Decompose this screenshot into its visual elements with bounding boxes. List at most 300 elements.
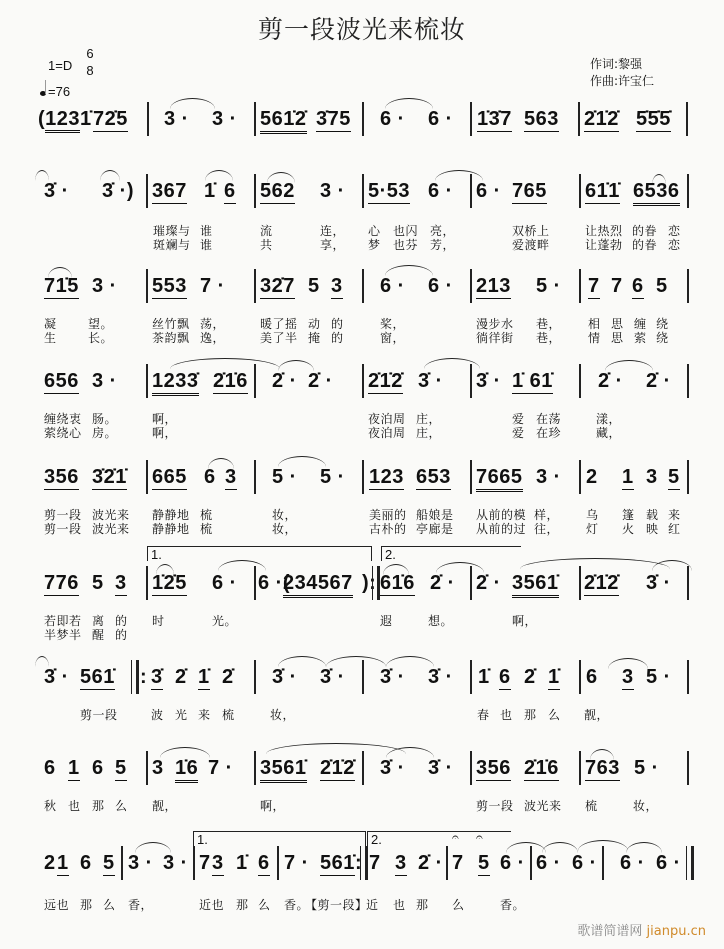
lyric: 藏， xyxy=(596,426,622,440)
lyric: 凝 xyxy=(44,317,57,331)
note: 6 xyxy=(44,757,56,779)
note-group: 356 xyxy=(44,466,79,488)
note-group: 1̇3̇7 xyxy=(477,108,512,130)
quarter-note-icon xyxy=(40,91,46,96)
note: 6 xyxy=(80,852,92,874)
note: 5 xyxy=(478,852,490,874)
lyric: 么 xyxy=(452,898,465,912)
lyric: 亭廊是 xyxy=(416,522,454,536)
note-group: 72̇5 xyxy=(93,108,128,130)
barline xyxy=(254,269,256,303)
barline xyxy=(254,751,256,785)
note: 3̇ · xyxy=(646,572,671,594)
note-group: 6536 xyxy=(633,180,680,206)
lyric: 往， xyxy=(534,522,560,536)
lyric: 船娘是 xyxy=(416,508,454,522)
note-group: 3561̇ xyxy=(512,572,559,598)
note: 2̇ · xyxy=(418,852,443,874)
lyric: 也 xyxy=(500,708,513,722)
lyric: 那 xyxy=(80,898,93,912)
lyric: 古朴的 xyxy=(369,522,407,536)
watermark-cn: 歌谱简谱网 xyxy=(577,924,643,939)
lyric: 谁 xyxy=(200,238,213,252)
lyric: 思 xyxy=(611,331,624,345)
lyric: 剪一段 xyxy=(80,708,118,722)
note: 3 · xyxy=(536,466,561,488)
note: 3̇ · xyxy=(44,180,69,202)
lyric: 近也 xyxy=(199,898,225,912)
lyric: 荡， xyxy=(200,317,226,331)
lyric: 【剪一段】 xyxy=(305,898,368,912)
note: 2̇ · xyxy=(430,572,455,594)
lyric: 时 xyxy=(152,614,165,628)
lyric: 剪一段 xyxy=(476,799,514,813)
barline xyxy=(687,660,689,694)
lyric: 让蓬勃 xyxy=(585,238,623,252)
lyric: 享， xyxy=(320,238,346,252)
note: 3 xyxy=(152,757,164,779)
lyric: 萦 xyxy=(634,331,647,345)
final-barline xyxy=(686,846,694,880)
barline xyxy=(687,174,689,208)
lyric: 美了半 xyxy=(260,331,298,345)
lyric: 光 xyxy=(175,708,188,722)
note: 2̇ · xyxy=(476,572,501,594)
note: 6 xyxy=(499,666,511,688)
note: 1̇ xyxy=(198,666,210,688)
note-group: 367 xyxy=(152,180,187,202)
note: 3 xyxy=(395,852,407,874)
note-group: (1231̇ xyxy=(38,108,92,131)
repeat-barline xyxy=(360,846,368,880)
lyric: 斑斓与 xyxy=(153,238,191,252)
note: 3 · xyxy=(128,852,153,874)
volta-2 xyxy=(367,831,511,846)
lyric: 静静地 xyxy=(152,522,190,536)
lyric: 香， xyxy=(128,898,154,912)
volta-label: 1. xyxy=(151,547,162,562)
note: 6 · xyxy=(380,275,405,297)
barline xyxy=(579,364,581,398)
note: 2 xyxy=(44,852,56,874)
note-group: 213 xyxy=(476,275,511,297)
barline xyxy=(193,846,195,880)
note-group: 1̇ 61̇ xyxy=(512,370,553,392)
note: 1 xyxy=(622,466,634,488)
lyric: 靓， xyxy=(152,799,178,813)
note: 1 xyxy=(57,852,69,874)
barline xyxy=(687,269,689,303)
note: 3̇ · xyxy=(418,370,443,392)
note: 3 xyxy=(225,466,237,488)
note: 3̇ · xyxy=(320,666,345,688)
lyric: 样， xyxy=(534,508,560,522)
lyric: 的 xyxy=(115,614,128,628)
note: 5 · xyxy=(272,466,297,488)
lyric: 半梦半 xyxy=(44,628,82,642)
lyric: 来 xyxy=(198,708,211,722)
lyric: 恋 xyxy=(668,238,681,252)
note: 3̇ · xyxy=(428,757,453,779)
lyric: 共 xyxy=(260,238,273,252)
note: 7 xyxy=(588,275,600,297)
volta-label: 2. xyxy=(385,547,396,562)
lyric: 茶韵飘 xyxy=(152,331,190,345)
note-group: 2̇1̇6 xyxy=(524,757,559,779)
lyric: 啊， xyxy=(152,412,178,426)
lyric: 离 xyxy=(92,614,105,628)
note-group: 3561̇ xyxy=(260,757,307,783)
barline xyxy=(362,102,364,136)
lyric: 窗， xyxy=(380,331,406,345)
lyric: 也 xyxy=(68,799,81,813)
lyricist: 作词:黎强 xyxy=(590,57,643,71)
tie xyxy=(520,558,670,569)
lyric: 妆， xyxy=(272,508,298,522)
barline xyxy=(254,174,256,208)
repeat-end: ): xyxy=(362,572,377,594)
lyric: 妆， xyxy=(633,799,659,813)
repeat-barline xyxy=(372,566,380,600)
note-group: 562 xyxy=(260,180,295,202)
barline xyxy=(254,102,256,136)
note-group: 61̇1̇ xyxy=(585,180,620,202)
lyric: 的 xyxy=(331,331,344,345)
lyric: 梳 xyxy=(200,508,213,522)
barline xyxy=(146,364,148,398)
lyric: 让热烈 xyxy=(585,224,623,238)
lyric: 萦绕心 xyxy=(44,426,82,440)
lyric: 夜泊周 xyxy=(368,426,406,440)
note: 1̇ xyxy=(236,852,248,874)
note-group: 3̇75 xyxy=(316,108,351,130)
lyric: 秋 xyxy=(44,799,57,813)
lyric: 火 xyxy=(622,522,635,536)
tie xyxy=(652,560,692,571)
note-group: 32̇7 xyxy=(260,275,295,297)
note: 3̇ · xyxy=(380,757,405,779)
lyric: 恋 xyxy=(668,224,681,238)
note: 5 xyxy=(308,275,320,297)
note: 7 xyxy=(452,852,464,874)
lyric: 若即若 xyxy=(44,614,82,628)
lyric: 绕 xyxy=(656,317,669,331)
barline xyxy=(254,566,256,600)
repeat-start: : xyxy=(140,666,148,688)
tie xyxy=(170,358,280,369)
note-group: 563 xyxy=(524,108,559,130)
note: 3 xyxy=(331,275,343,297)
lyric: 香。 xyxy=(500,898,526,912)
lyric: 载 xyxy=(646,508,659,522)
barline xyxy=(470,174,472,208)
barline xyxy=(687,566,689,600)
note-group: 1̇2̇5 xyxy=(152,572,187,594)
lyric: 芳， xyxy=(430,238,456,252)
lyric: 在珍 xyxy=(536,426,562,440)
lyric: 乌 xyxy=(586,508,599,522)
note: 5 xyxy=(92,572,104,594)
lyric: 爱 xyxy=(512,412,525,426)
note: 6 xyxy=(224,180,236,202)
note: 1̇ xyxy=(204,180,216,202)
lyric: 流 xyxy=(260,224,273,238)
fermata-icon: 𝄐 xyxy=(452,830,460,844)
lyric: 近 xyxy=(366,898,379,912)
note: 3̇ · xyxy=(380,666,405,688)
note: 2̇ xyxy=(222,666,234,688)
lyric: 庄， xyxy=(416,426,442,440)
tempo-value: =76 xyxy=(48,84,71,99)
barline xyxy=(147,102,149,136)
key-signature: 1=D xyxy=(48,58,73,73)
lyric: 漫步水 xyxy=(476,317,514,331)
note: 2̇ · xyxy=(598,370,623,392)
lyric: 么 xyxy=(103,898,116,912)
barline xyxy=(470,102,472,136)
volta-label: 1. xyxy=(197,832,208,847)
note: 6 · xyxy=(476,180,501,202)
barline xyxy=(121,846,123,880)
lyric: 庄， xyxy=(416,412,442,426)
note: 1̇ xyxy=(478,666,490,688)
lyric: 的 xyxy=(331,317,344,331)
note: 6 ·( xyxy=(258,572,290,594)
note: 3 · xyxy=(92,275,117,297)
note-group: 653 xyxy=(416,466,451,488)
barline xyxy=(146,460,148,494)
barline xyxy=(579,566,581,600)
lyric: 梳 xyxy=(585,799,598,813)
lyric: 光。 xyxy=(212,614,238,628)
note: 3 xyxy=(115,572,127,594)
lyric: 逸， xyxy=(200,331,226,345)
lyric: 的眷 xyxy=(632,238,658,252)
note: 5 · xyxy=(536,275,561,297)
barline xyxy=(579,460,581,494)
barline xyxy=(470,364,472,398)
barline xyxy=(277,846,279,880)
lyric: 篷 xyxy=(622,508,635,522)
lyric: 妆， xyxy=(270,708,296,722)
note: 2̇ xyxy=(524,666,536,688)
note: 6 · xyxy=(428,180,453,202)
composer: 作曲:许宝仁 xyxy=(590,74,655,88)
lyric: 动 xyxy=(308,317,321,331)
note-group: 765 xyxy=(512,180,547,202)
note-group: 561̇2̇ xyxy=(260,108,307,134)
note-group: 2̇1̇2̇ xyxy=(368,370,403,392)
note: 5 xyxy=(103,852,115,874)
note: 3 · xyxy=(163,852,188,874)
note: 3 · xyxy=(320,180,345,202)
note: 3 xyxy=(622,666,634,688)
lyric: 那 xyxy=(416,898,429,912)
lyric: 春 xyxy=(477,708,490,722)
note-group: 61̇6 xyxy=(380,572,415,594)
note-group: 2̇1̇2̇ xyxy=(584,572,619,594)
lyric: 肠。 xyxy=(92,412,118,426)
lyric: 美丽的 xyxy=(369,508,407,522)
lyric: 长。 xyxy=(88,331,114,345)
note-group: 5·53 xyxy=(368,180,411,202)
barline xyxy=(362,751,364,785)
note-group: 2̇1̇2̇ xyxy=(320,757,355,779)
note: 6 xyxy=(204,466,216,488)
lyric: 梳 xyxy=(200,522,213,536)
lyric: 波光来 xyxy=(92,508,130,522)
lyric: 思 xyxy=(611,317,624,331)
note: 7 xyxy=(199,852,211,874)
barline xyxy=(146,566,148,600)
lyric: 徜徉街 xyxy=(476,331,514,345)
note: 7 xyxy=(611,275,623,297)
note: 6 · xyxy=(536,852,561,874)
note: 7 · xyxy=(208,757,233,779)
lyric: 醒 xyxy=(92,628,105,642)
note: 6 · xyxy=(428,275,453,297)
note: 3̇ ·) xyxy=(102,180,134,202)
lyric: 亮， xyxy=(430,224,456,238)
lyric: 绕 xyxy=(656,331,669,345)
note-group: 561̇ xyxy=(320,852,355,874)
barline xyxy=(362,660,364,694)
lyric: 巷， xyxy=(536,317,562,331)
lyric: 红 xyxy=(668,522,681,536)
note: 2̇ · xyxy=(272,370,297,392)
barline xyxy=(362,174,364,208)
note: 6 · xyxy=(572,852,597,874)
barline xyxy=(687,751,689,785)
lyric: 谁 xyxy=(200,224,213,238)
note-group: 763 xyxy=(585,757,620,779)
lyric: 缠 xyxy=(634,317,647,331)
lyric: 房。 xyxy=(92,426,118,440)
note: 3̇ xyxy=(151,666,163,688)
note-group: 3̇2̇1̇ xyxy=(92,466,127,488)
barline xyxy=(146,174,148,208)
note-group: 1̇6 xyxy=(175,757,198,783)
lyric: 也 xyxy=(393,898,406,912)
note: 6 · xyxy=(428,108,453,130)
barline xyxy=(579,174,581,208)
lyric: 也芬 xyxy=(393,238,419,252)
note: 3̇ · xyxy=(44,666,69,688)
lyric: 丝竹飘 xyxy=(152,317,190,331)
lyric: 波 xyxy=(151,708,164,722)
note: 5 xyxy=(656,275,668,297)
lyric: 那 xyxy=(524,708,537,722)
lyric: 从前的过 xyxy=(476,522,527,536)
score-title: 剪一段波光来梳妆 xyxy=(257,15,466,44)
volta-label: 2. xyxy=(371,832,382,847)
note: 1 xyxy=(68,757,80,779)
watermark-site: jianpu.cn xyxy=(646,924,706,939)
lyric: 远也 xyxy=(44,898,70,912)
watermark xyxy=(577,920,706,939)
lyric: 妆， xyxy=(272,522,298,536)
lyric: 啊， xyxy=(152,426,178,440)
lyric: 剪一段 xyxy=(44,508,82,522)
fermata-icon: 𝄐 xyxy=(476,830,484,844)
lyric: 那 xyxy=(236,898,249,912)
lyric: 么 xyxy=(258,898,271,912)
barline xyxy=(687,460,689,494)
barline xyxy=(530,846,532,880)
lyric: 灯 xyxy=(586,522,599,536)
note: 5 · xyxy=(634,757,659,779)
barline xyxy=(470,269,472,303)
lyric: 么 xyxy=(548,708,561,722)
barline xyxy=(362,460,364,494)
note-group: 561̇ xyxy=(80,666,115,688)
note: 2̇ · xyxy=(646,370,671,392)
note-group: 7665 xyxy=(476,466,523,492)
lyric: 香。 xyxy=(284,898,310,912)
note: 3̇ · xyxy=(272,666,297,688)
barline xyxy=(686,102,688,136)
lyric: 梦 xyxy=(368,238,381,252)
note: 1̇ xyxy=(548,666,560,688)
tie xyxy=(218,560,266,571)
barline xyxy=(470,460,472,494)
note: 6 xyxy=(632,275,644,297)
barline xyxy=(146,751,148,785)
lyric: 在荡 xyxy=(536,412,562,426)
barline xyxy=(602,846,604,880)
note: 6 xyxy=(586,666,598,688)
note: 6 · xyxy=(620,852,645,874)
note: 5 xyxy=(668,466,680,488)
lyric: 从前的模 xyxy=(476,508,527,522)
note: 2̇ xyxy=(175,666,187,688)
note: 2 xyxy=(586,466,598,488)
note: 2̇ · xyxy=(308,370,333,392)
note: 7 · xyxy=(200,275,225,297)
barline xyxy=(578,102,580,136)
barline xyxy=(470,751,472,785)
repeat-start-barline xyxy=(131,660,139,694)
note: 3 xyxy=(212,852,224,874)
note-group: 1233̇ xyxy=(152,370,199,396)
volta-1 xyxy=(193,831,366,846)
note: 5 xyxy=(115,757,127,779)
lyric: 桨， xyxy=(380,317,406,331)
lyric: 心 xyxy=(368,224,381,238)
lyric: 想。 xyxy=(428,614,454,628)
lyric: 遐 xyxy=(380,614,393,628)
lyric: 的眷 xyxy=(632,224,658,238)
lyric: 爱渡畔 xyxy=(512,238,550,252)
barline xyxy=(446,846,448,880)
time-numerator: 6 xyxy=(86,46,94,61)
barline xyxy=(470,660,472,694)
note-group-low: 234567 xyxy=(283,572,353,598)
note-group: 2̇1̇6 xyxy=(213,370,248,392)
lyric: 么 xyxy=(115,799,128,813)
barline xyxy=(254,660,256,694)
lyric: 缠绕衷 xyxy=(44,412,82,426)
note-group: 71̇5 xyxy=(44,275,79,297)
lyric: 巷， xyxy=(536,331,562,345)
lyric: 掩 xyxy=(308,331,321,345)
lyric: 啊， xyxy=(512,614,538,628)
lyric: 来 xyxy=(668,508,681,522)
lyric: 映 xyxy=(646,522,659,536)
lyric: 连， xyxy=(320,224,346,238)
note-group: 2̇1̇2̇ xyxy=(584,108,619,130)
lyric: 靓， xyxy=(584,708,610,722)
